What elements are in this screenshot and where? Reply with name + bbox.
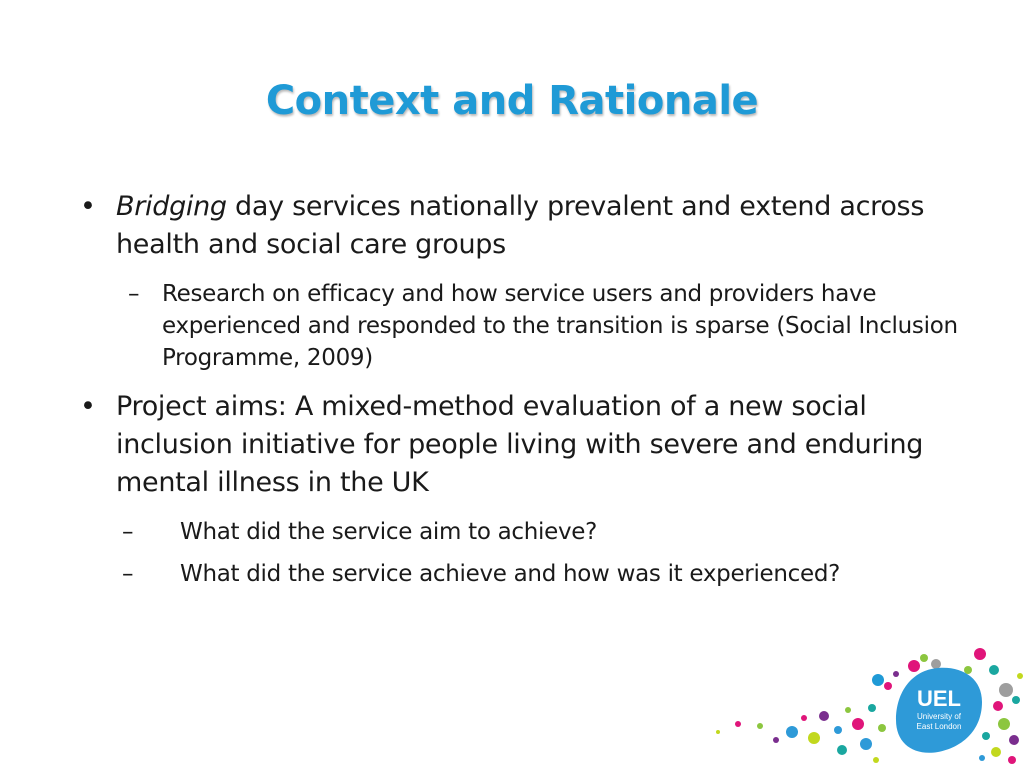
dash-marker: – <box>122 519 134 545</box>
sub-bullet-2-2 <box>78 558 978 590</box>
sub-bullet-2-1 <box>78 516 978 548</box>
sub-bullet-1-1-text: Research on efficacy and how service users and providers have experienced and responded to the transition is sparse (Social Inclusion Programme, 2009) <box>162 281 958 371</box>
uel-line1: University of <box>916 712 962 721</box>
sub-bullet-2-2-text: What did the service achieve and how was it experienced? <box>180 561 841 587</box>
slide-body <box>78 188 978 600</box>
bullet-marker: • <box>80 191 96 222</box>
slide-title: Context and Rationale <box>265 78 759 124</box>
uel-line2: East London <box>916 722 962 731</box>
bullet-1 <box>78 188 978 264</box>
uel-acronym: UEL <box>917 686 961 711</box>
bullet-2 <box>78 388 978 502</box>
bullet-1-emphasis: Bridging <box>116 191 227 222</box>
bullet-1-text: day services nationally prevalent and extend across health and social care groups <box>116 191 925 260</box>
bullet-marker: • <box>80 391 96 422</box>
sub-bullet-1-1 <box>78 278 978 374</box>
bullet-2-text: Project aims: A mixed-method evaluation of a new social inclusion initiative for people living with severe and enduring mental illness in the UK <box>116 391 924 498</box>
dash-marker: – <box>128 281 140 307</box>
dash-marker: – <box>122 561 134 587</box>
sub-bullet-2-1-text: What did the service aim to achieve? <box>180 519 598 545</box>
uel-logo <box>700 640 1024 768</box>
